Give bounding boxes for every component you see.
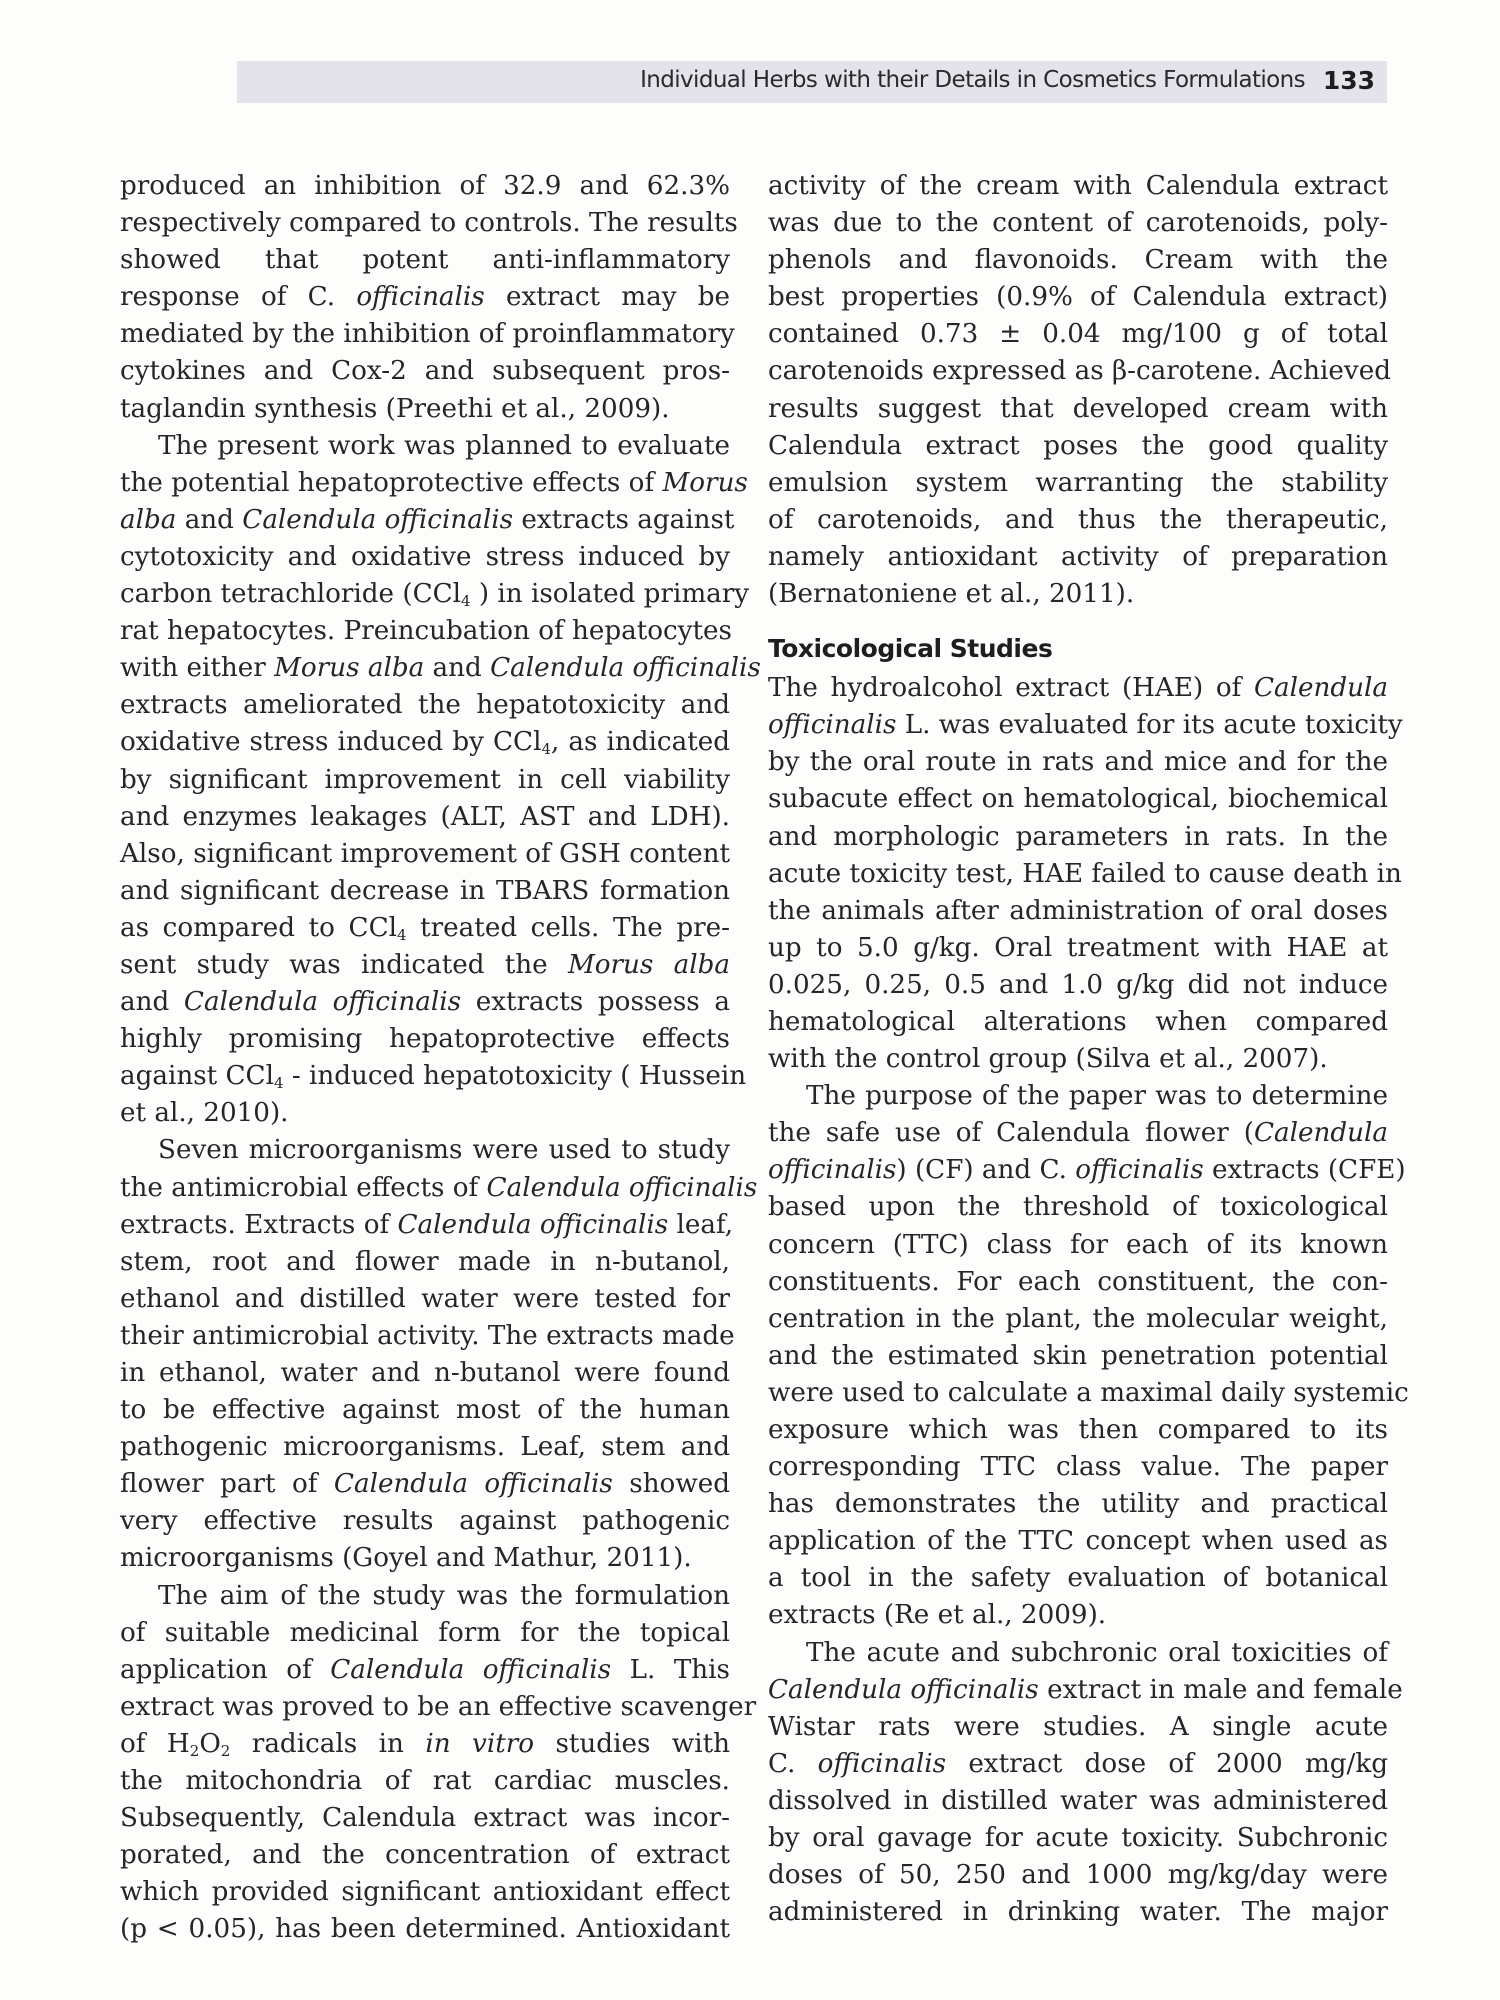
text-line: by oral gavage for acute toxicity. Subchronic bbox=[768, 1823, 1388, 1854]
text-line: officinalis L. was evaluated for its acute toxicity bbox=[768, 710, 1403, 741]
text-line: the animals after administration of oral doses bbox=[768, 895, 1388, 926]
text-line: extracts. Extracts of Calendula officinalis leaf, bbox=[120, 1209, 734, 1240]
left-column bbox=[120, 168, 761, 1949]
text-line: extracts ameliorated the hepatotoxicity and bbox=[120, 690, 730, 721]
text-line: corresponding TTC class value. The paper bbox=[768, 1452, 1388, 1483]
text-line: the potential hepatoprotective effects of Morus bbox=[120, 467, 748, 498]
text-line: were used to calculate a maximal daily systemic bbox=[768, 1377, 1409, 1408]
text-line: acute toxicity test, HAE failed to cause death in bbox=[768, 858, 1402, 889]
text-line: as compared to CCl$_4$ treated cells. The pre- bbox=[120, 912, 730, 944]
text-line: phenols and flavonoids. Cream with the bbox=[768, 245, 1388, 276]
text-line: The hydroalcohol extract (HAE) of Calendula bbox=[768, 673, 1388, 704]
text-line: mediated by the inhibition of proinflammatory bbox=[120, 319, 735, 350]
text-line: and morphologic parameters in rats. In the bbox=[768, 821, 1388, 852]
text-line: alba and Calendula officinalis extracts against bbox=[120, 504, 735, 535]
text-line: a tool in the safety evaluation of botanical bbox=[768, 1563, 1388, 1594]
right-column-bottom-text bbox=[768, 670, 1409, 1931]
text-line: C. officinalis extract dose of 2000 mg/kg bbox=[768, 1748, 1388, 1779]
text-line: application of Calendula officinalis L. This bbox=[120, 1654, 730, 1685]
text-line: administered in drinking water. The major bbox=[768, 1897, 1388, 1928]
text-line: against CCl$_4$ - induced hepatotoxicity ( Hussein bbox=[120, 1061, 747, 1093]
right-column bbox=[768, 168, 1409, 1931]
text-line: respectively compared to controls. The results bbox=[120, 208, 738, 239]
text-line: officinalis) (CF) and C. officinalis extracts (CFE) bbox=[768, 1155, 1406, 1186]
text-line: oxidative stress induced by CCl$_4$, as indicated bbox=[120, 727, 730, 759]
paragraph bbox=[768, 1078, 1409, 1634]
text-line: Calendula extract poses the good quality bbox=[768, 430, 1388, 461]
text-line: sent study was indicated the Morus alba bbox=[120, 949, 730, 980]
text-line: extract was proved to be an effective scavenger bbox=[120, 1691, 757, 1722]
text-line: subacute effect on hematological, biochemical bbox=[768, 784, 1388, 815]
text-line: carotenoids expressed as β-carotene. Achieved bbox=[768, 356, 1391, 387]
text-line: microorganisms (Goyel and Mathur, 2011). bbox=[120, 1543, 692, 1574]
paragraph bbox=[120, 1132, 758, 1577]
text-line: response of C. officinalis extract may be bbox=[120, 282, 730, 313]
text-line: contained 0.73 ± 0.04 mg/100 g of total bbox=[768, 319, 1388, 350]
text-line: (p < 0.05), has been determined. Antioxidant bbox=[120, 1914, 730, 1945]
text-line: exposure which was then compared to its bbox=[768, 1415, 1388, 1445]
text-line: the mitochondria of rat cardiac muscles. bbox=[120, 1766, 730, 1797]
running-head-title: Individual Herbs with their Details in Cosmetics Formulations bbox=[640, 67, 1305, 93]
text-line: which provided significant antioxidant effect bbox=[120, 1877, 730, 1908]
text-line: Wistar rats were studies. A single acute bbox=[768, 1711, 1388, 1742]
text-line: dissolved in distilled water was administered bbox=[768, 1785, 1388, 1816]
paragraph bbox=[120, 168, 738, 428]
text-line: showed that potent anti-inflammatory bbox=[120, 245, 730, 276]
text-line: cytotoxicity and oxidative stress induced by bbox=[120, 541, 730, 572]
text-line: in ethanol, water and n-butanol were found bbox=[120, 1358, 730, 1388]
text-line: namely antioxidant activity of preparation bbox=[768, 541, 1388, 572]
text-line: of $H_2O_2$ radicals in in vitro studies with bbox=[120, 1728, 731, 1760]
text-line: the antimicrobial effects of Calendula officinalis bbox=[120, 1172, 758, 1203]
text-line: application of the TTC concept when used as bbox=[768, 1526, 1388, 1557]
text-line: taglandin synthesis (Preethi et al., 2009). bbox=[120, 393, 670, 424]
text-line: to be effective against most of the human bbox=[120, 1395, 730, 1426]
text-line: hematological alterations when compared bbox=[768, 1006, 1388, 1037]
text-line: constituents. For each constituent, the con- bbox=[768, 1266, 1388, 1297]
text-line: ethanol and distilled water were tested for bbox=[120, 1283, 730, 1314]
text-line: (Bernatoniene et al., 2011). bbox=[768, 579, 1135, 610]
text-line: was due to the content of carotenoids, poly- bbox=[768, 208, 1388, 239]
text-line: stem, root and flower made in n-butanol, bbox=[120, 1246, 730, 1277]
paragraph bbox=[768, 1635, 1403, 1932]
text-line: by the oral route in rats and mice and for the bbox=[768, 747, 1388, 778]
text-line: and enzymes leakages (ALT, AST and LDH). bbox=[120, 801, 730, 832]
text-line: very effective results against pathogenic bbox=[120, 1506, 730, 1537]
text-line: Also, significant improvement of GSH content bbox=[120, 838, 730, 869]
text-line: their antimicrobial activity. The extracts made bbox=[120, 1320, 735, 1351]
text-line: based upon the threshold of toxicological bbox=[768, 1192, 1388, 1223]
text-line: et al., 2010). bbox=[120, 1098, 289, 1129]
text-line: cytokines and Cox-2 and subsequent pros- bbox=[120, 356, 730, 387]
text-line: carbon tetrachloride (CCl$_4$ ) in isolated primary bbox=[120, 579, 750, 611]
text-line: Calendula officinalis extract in male and female bbox=[768, 1674, 1403, 1705]
paragraph bbox=[120, 428, 761, 1133]
text-line: activity of the cream with Calendula extract bbox=[768, 171, 1388, 201]
text-line: and the estimated skin penetration potential bbox=[768, 1340, 1388, 1371]
text-line: The aim of the study was the formulation bbox=[158, 1580, 730, 1611]
text-line: of suitable medicinal form for the topical bbox=[120, 1617, 730, 1648]
text-line: The purpose of the paper was to determine bbox=[806, 1081, 1388, 1112]
text-line: best properties (0.9% of Calendula extract) bbox=[768, 282, 1388, 313]
text-line: and Calendula officinalis extracts possess a bbox=[120, 987, 730, 1018]
text-line: results suggest that developed cream with bbox=[768, 393, 1388, 424]
text-line: by significant improvement in cell viability bbox=[120, 764, 730, 795]
section-heading-toxicological-studies: Toxicological Studies bbox=[768, 634, 1053, 664]
text-line: pathogenic microorganisms. Leaf, stem and bbox=[120, 1432, 730, 1463]
paragraph bbox=[768, 670, 1403, 1078]
page-number: 133 bbox=[1322, 66, 1375, 95]
text-line: of carotenoids, and thus the therapeutic, bbox=[768, 504, 1388, 535]
text-line: The acute and subchronic oral toxicities of bbox=[806, 1637, 1388, 1668]
paragraph bbox=[120, 1578, 757, 1949]
text-line: 0.025, 0.25, 0.5 and 1.0 g/kg did not induce bbox=[768, 969, 1388, 1000]
text-line: flower part of Calendula officinalis showed bbox=[120, 1469, 731, 1500]
text-line: Seven microorganisms were used to study bbox=[158, 1135, 730, 1166]
text-line: has demonstrates the utility and practical bbox=[768, 1489, 1388, 1520]
text-line: up to 5.0 g/kg. Oral treatment with HAE at bbox=[768, 932, 1388, 963]
running-header bbox=[237, 61, 1387, 103]
text-line: with either Morus alba and Calendula officinalis bbox=[120, 653, 761, 684]
text-line: and significant decrease in TBARS formation bbox=[120, 875, 730, 906]
text-line: highly promising hepatoprotective effects bbox=[120, 1024, 730, 1055]
text-line: the safe use of Calendula flower (Calendula bbox=[768, 1118, 1388, 1149]
text-line: rat hepatocytes. Preincubation of hepatocytes bbox=[120, 616, 732, 647]
text-line: concern (TTC) class for each of its known bbox=[768, 1229, 1388, 1260]
text-line: centration in the plant, the molecular weight, bbox=[768, 1303, 1388, 1334]
text-line: porated, and the concentration of extract bbox=[120, 1840, 730, 1871]
text-line: Subsequently, Calendula extract was incor- bbox=[120, 1803, 730, 1834]
text-line: The present work was planned to evaluate bbox=[158, 430, 730, 461]
right-column-top-text bbox=[768, 168, 1391, 613]
text-line: extracts (Re et al., 2009). bbox=[768, 1600, 1107, 1631]
text-line: doses of 50, 250 and 1000 mg/kg/day were bbox=[768, 1860, 1388, 1891]
paragraph bbox=[768, 168, 1391, 613]
text-line: produced an inhibition of 32.9 and 62.3% bbox=[120, 171, 730, 201]
text-line: emulsion system warranting the stability bbox=[768, 467, 1388, 498]
text-line: with the control group (Silva et al., 2007). bbox=[768, 1044, 1328, 1075]
